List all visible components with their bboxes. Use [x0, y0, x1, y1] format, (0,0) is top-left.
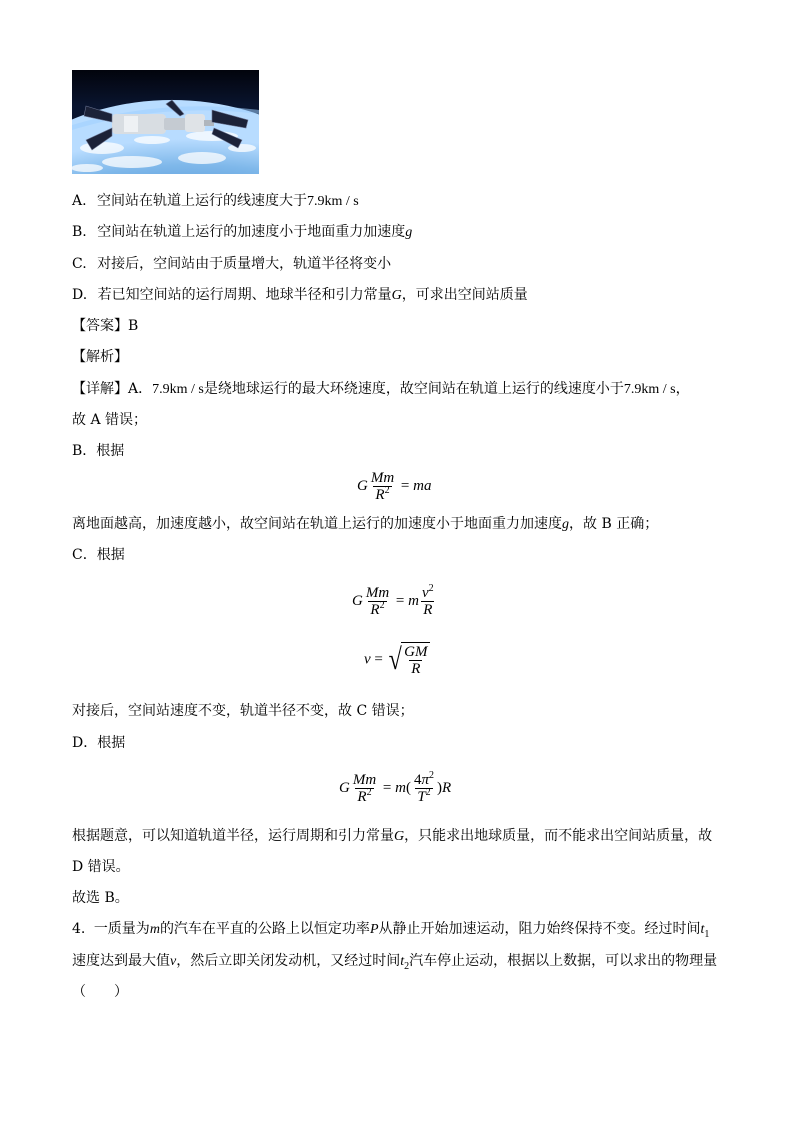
detail-a-end: ， — [675, 381, 690, 397]
q4-line1-a: 一质量为 — [93, 921, 150, 937]
formula-c1: G $\frac{Mm}{R^2}$ = m $\frac{v^2}{R}$ — [352, 583, 434, 618]
option-a — [72, 191, 359, 212]
detail-a-prefix: A． — [128, 381, 153, 397]
option-d-text-post: ，可求出空间站质量 — [401, 287, 528, 303]
detail-c-head: C．根据 — [72, 547, 125, 563]
q4-v: v — [170, 954, 177, 969]
question-4-blank: （ ） — [72, 984, 128, 1000]
detail-d-after-line2: D 错误。 — [72, 859, 130, 875]
formula-c2: v = √ $\frac{GM}{R}$ — [364, 642, 430, 678]
answer-label: 【答案】 — [72, 318, 128, 334]
detail-label: 【详解】 — [72, 381, 128, 397]
space-station-illustration — [72, 70, 259, 174]
q4-p: P — [369, 922, 379, 937]
detail-a-line1 — [72, 379, 690, 400]
q4-line1-c: 从静止开始加速运动，阻力始终保持不变。经过时间 — [378, 921, 701, 937]
question-4-line2 — [72, 951, 717, 977]
option-a-text: 空间站在轨道上运行的线速度大于 — [97, 193, 308, 209]
q4-line2-a: 速度达到最大值 — [72, 953, 170, 969]
answer-line — [72, 316, 138, 336]
formula-b: G $\frac{Mm}{R^2}$ = ma — [357, 470, 432, 503]
analysis-label: 【解析】 — [72, 349, 128, 365]
q4-t1-sub: 1 — [704, 928, 710, 940]
q4-m: m — [149, 922, 160, 937]
question-4-line1 — [72, 919, 709, 945]
option-b-var: g — [405, 225, 413, 240]
detail-d-after-post: ，只能求出地球质量，而不能求出空间站质量，故 — [404, 828, 713, 844]
detail-d-after-pre: 根据题意，可以知道轨道半径，运行周期和引力常量 — [72, 828, 394, 844]
option-d-label: D. — [72, 287, 88, 303]
q4-t2-sub: 2 — [404, 960, 410, 972]
detail-b-after — [72, 514, 658, 535]
option-c — [72, 254, 391, 274]
option-d-var: G — [391, 288, 402, 303]
option-d-text-pre: 若已知空间站的运行周期、地球半径和引力常量 — [97, 287, 392, 303]
formula-d: G $\frac{Mm}{R^2}$ = m( $\frac{4\pi^2}{T^2}$ )R — [339, 770, 452, 805]
detail-b-after-end: ，故 B 正确； — [569, 516, 659, 532]
detail-d-head: D．根据 — [72, 735, 126, 751]
detail-b-head: B．根据 — [72, 443, 125, 459]
q4-line1-b: 的汽车在平直的公路上以恒定功率 — [159, 921, 370, 937]
option-c-label: C. — [72, 256, 87, 272]
detail-b-after-text: 离地面越高，加速度越小，故空间站在轨道上运行的加速度小于地面重力加速度 — [72, 516, 562, 532]
option-a-value: 7.9km / s — [307, 194, 359, 209]
detail-a-line2: 故 A 错误； — [72, 412, 148, 428]
detail-b-after-var: g — [562, 517, 569, 532]
detail-d-after-var: G — [394, 829, 405, 844]
q4-t1: t — [700, 922, 705, 937]
option-a-label: A. — [72, 193, 87, 209]
q4-t2: t — [400, 954, 405, 969]
q4-line2-b: ，然后立即关闭发动机，又经过时间 — [176, 953, 401, 969]
detail-c-after: 对接后，空间站速度不变，轨道半径不变，故 C 错误； — [72, 703, 414, 719]
space-station-photo — [72, 70, 259, 174]
option-b — [72, 222, 412, 243]
option-b-label: B. — [72, 224, 87, 240]
option-d — [72, 285, 528, 306]
detail-a-speed1: 7.9km / s — [152, 382, 204, 397]
q4-line2-c: 汽车停止运动，根据以上数据，可以求出的物理量 — [409, 953, 718, 969]
option-b-text: 空间站在轨道上运行的加速度小于地面重力加速度 — [97, 224, 406, 240]
detail-conclusion: 故选 B。 — [72, 890, 129, 906]
answer-value: B — [128, 318, 139, 334]
detail-a-mid: 是绕地球运行的最大环绕速度，故空间站在轨道上运行的线速度小于 — [203, 381, 624, 397]
option-c-text: 对接后，空间站由于质量增大，轨道半径将变小 — [97, 256, 392, 272]
detail-a-speed2: 7.9km / s — [623, 382, 676, 397]
detail-d-after-line1 — [72, 826, 712, 847]
q4-number: 4. — [72, 921, 86, 937]
